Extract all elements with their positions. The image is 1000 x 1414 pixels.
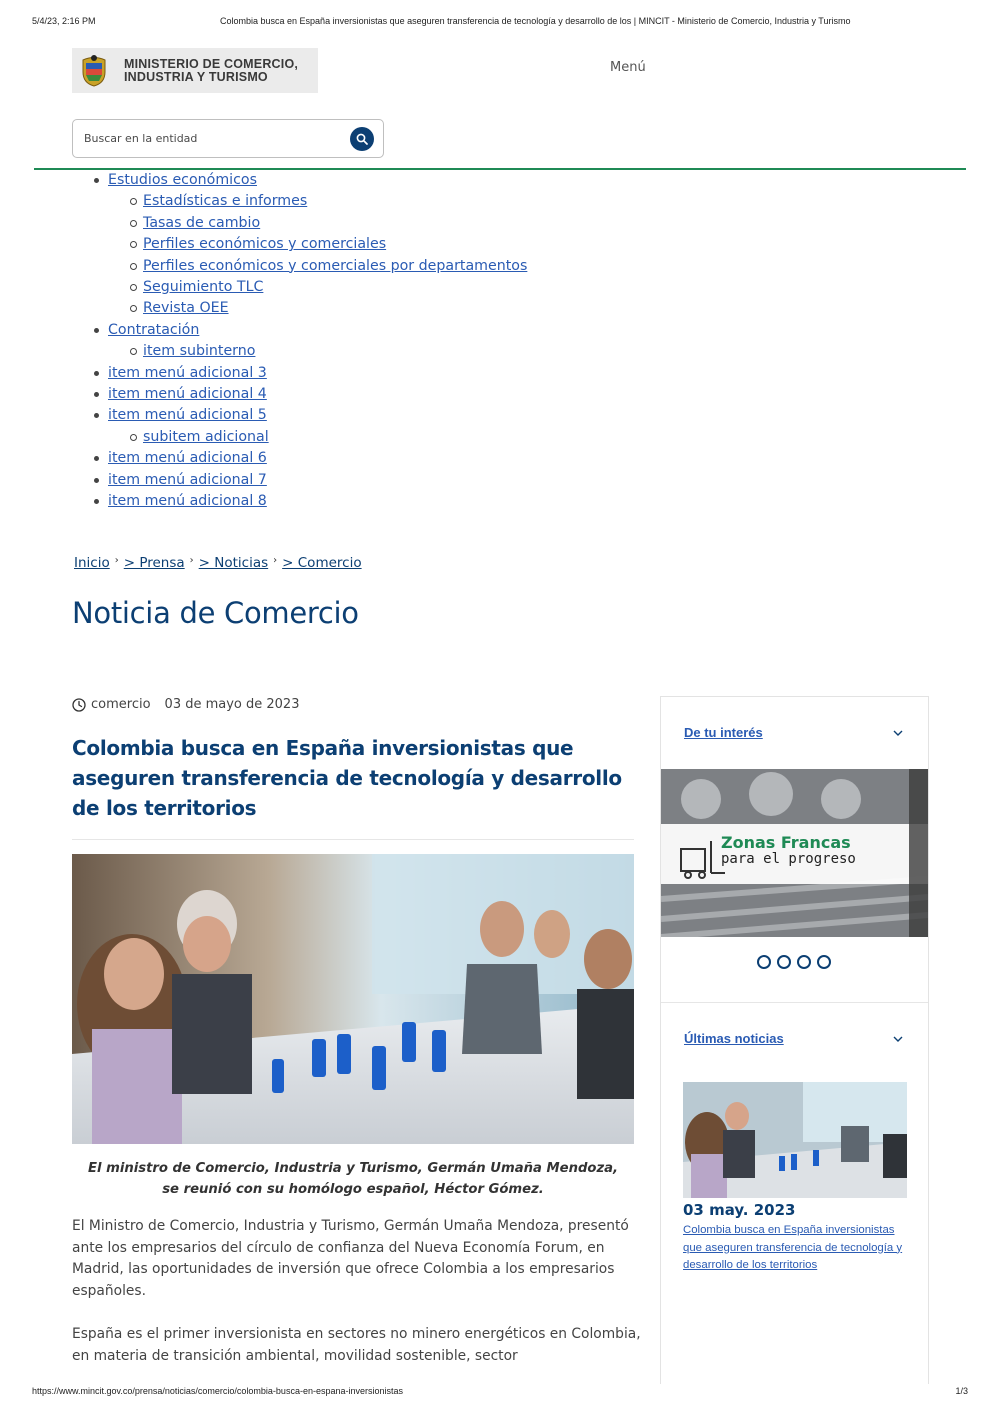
nav-link-item-7[interactable]: item menú adicional 7 — [108, 471, 267, 488]
breadcrumb-inicio[interactable]: Inicio — [74, 555, 110, 571]
menu-button[interactable]: Menú — [610, 60, 646, 75]
ministry-logo-link[interactable] — [72, 48, 318, 93]
nav-sublink-item-subinterno[interactable]: item subinterno — [143, 343, 256, 360]
carousel-dot[interactable] — [797, 955, 811, 969]
nav-sublink-revista-oee[interactable]: Revista OEE — [143, 300, 229, 317]
nav-link-item-4[interactable]: item menú adicional 4 — [108, 386, 267, 403]
sidebar-divider — [661, 1002, 928, 1003]
zonas-francas-banner[interactable] — [661, 769, 928, 937]
article-date: 03 de mayo de 2023 — [164, 697, 300, 712]
search-input[interactable]: Buscar en la entidad — [84, 132, 198, 145]
breadcrumb-comercio[interactable]: > Comercio — [282, 555, 362, 571]
nav-sublink-estadisticas[interactable]: Estadísticas e informes — [143, 193, 308, 210]
search-box[interactable] — [72, 119, 384, 158]
banner-title: Zonas Francas — [721, 833, 851, 852]
nav-link-item-5[interactable]: item menú adicional 5 — [108, 407, 267, 424]
nav-link-item-6[interactable]: item menú adicional 6 — [108, 450, 267, 467]
clock-icon — [72, 698, 86, 712]
breadcrumb-prensa[interactable]: > Prensa — [123, 555, 185, 571]
print-page-title: Colombia busca en España inversionistas que aseguren transferencia de tecnología y desarrollo de los | MINCIT - Ministerio de Comercio, Industria y Turismo — [220, 16, 851, 26]
article-paragraph: España es el primer inversionista en sectores no minero energéticos en Colombia, en materia de transición ambiental, movilidad sostenible, sector — [72, 1326, 641, 1364]
search-icon — [356, 133, 368, 145]
nav-item-5 — [108, 405, 527, 448]
breadcrumb-separator: › — [189, 555, 194, 566]
nav-link-contratacion[interactable]: Contratación — [108, 321, 200, 338]
ministry-name-line1: MINISTERIO DE COMERCIO, — [124, 57, 299, 71]
print-page-number: 1/3 — [955, 1386, 968, 1396]
latest-news-heading[interactable]: Últimas noticias — [684, 1031, 784, 1046]
carousel-dot[interactable] — [777, 955, 791, 969]
carousel-dot[interactable] — [817, 955, 831, 969]
nav-link-item-3[interactable]: item menú adicional 3 — [108, 364, 267, 381]
sidebar — [660, 696, 929, 1384]
nav-link-item-8[interactable]: item menú adicional 8 — [108, 493, 267, 510]
nav-link-estudios[interactable]: Estudios económicos — [108, 172, 257, 188]
nav-sublink-subitem-adicional[interactable]: subitem adicional — [143, 428, 269, 445]
breadcrumb — [74, 555, 362, 571]
article-paragraph: El Ministro de Comercio, Industria y Turismo, Germán Umaña Mendoza, presentó ante los empresarios del círculo de confianza del Nueva Economía Forum, en Madrid, las oportunidades de inversión que ofrece Colombia a los empresarios españoles. — [72, 1218, 629, 1299]
news-link[interactable]: Colombia busca en España inversionistas que aseguren transferencia de tecnología y desarrollo de los territorios — [683, 1224, 903, 1271]
search-button[interactable] — [350, 127, 374, 151]
chevron-down-icon[interactable] — [893, 1036, 903, 1042]
breadcrumb-separator: › — [114, 555, 119, 566]
ministry-name-line2: INDUSTRIA Y TURISMO — [124, 69, 268, 84]
article-photo — [72, 854, 634, 1144]
nav-item-estudios — [108, 170, 527, 320]
breadcrumb-noticias[interactable]: > Noticias — [198, 555, 269, 571]
banner-subtitle: para el progreso — [721, 851, 856, 867]
carousel-dots — [757, 955, 831, 969]
article-title: Colombia busca en España inversionistas que aseguren transferencia de tecnología y desarrollo de los territorios — [72, 736, 622, 820]
nav-item-contratacion — [108, 320, 527, 363]
print-url: https://www.mincit.gov.co/prensa/noticias/comercio/colombia-busca-en-espana-inversionistas — [32, 1386, 403, 1396]
news-thumbnail[interactable] — [683, 1082, 907, 1198]
interest-heading[interactable]: De tu interés — [684, 725, 763, 740]
nav-sublink-perfiles[interactable]: Perfiles económicos y comerciales — [143, 236, 387, 253]
ministry-name — [116, 58, 298, 83]
photo-caption: El ministro de Comercio, Industria y Turismo, Germán Umaña Mendoza, se reunió con su homólogo español, Héctor Gómez. — [87, 1161, 619, 1197]
print-footer — [32, 1386, 968, 1400]
nav-sublink-tasas[interactable]: Tasas de cambio — [143, 214, 261, 231]
breadcrumb-separator: › — [273, 555, 278, 566]
nav-sublink-perfiles-departamentos[interactable]: Perfiles económicos y comerciales por departamentos — [143, 257, 528, 274]
title-divider — [72, 839, 634, 840]
print-datetime: 5/4/23, 2:16 PM — [32, 16, 96, 26]
article-category: comercio — [91, 697, 151, 712]
print-header — [32, 16, 968, 30]
nav-sublink-seguimiento-tlc[interactable]: Seguimiento TLC — [143, 279, 264, 296]
chevron-down-icon[interactable] — [893, 730, 903, 736]
article-meta — [72, 697, 299, 712]
news-date: 03 may. 2023 — [683, 1201, 796, 1219]
coat-of-arms-icon — [72, 48, 116, 93]
carousel-dot[interactable] — [757, 955, 771, 969]
main-navigation — [108, 170, 527, 513]
page-title: Noticia de Comercio — [72, 596, 359, 630]
